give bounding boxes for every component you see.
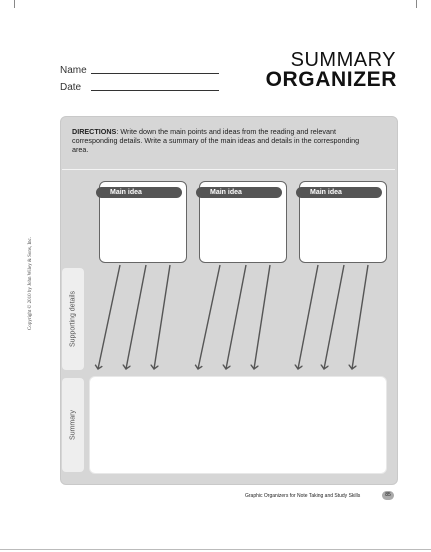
directions-text: : Write down the main points and ideas from the reading and relevant corresponding details. Write a summary of the main ideas and details in the corresponding area. bbox=[72, 127, 360, 154]
directions-label: DIRECTIONS bbox=[72, 127, 117, 136]
supporting-details-label: Supporting details bbox=[69, 290, 77, 348]
footer-book-title: Graphic Organizers for Note Taking and Study Skills bbox=[245, 493, 361, 499]
page-number: 85 bbox=[382, 491, 394, 500]
main-idea-tab-1: Main idea bbox=[96, 187, 182, 198]
arrow-2c bbox=[254, 265, 270, 369]
arrow-1a bbox=[98, 265, 120, 369]
date-label: Date bbox=[60, 82, 82, 93]
title-organizer: ORGANIZER bbox=[265, 68, 397, 91]
arrow-3a bbox=[298, 265, 318, 369]
main-idea-tab-3: Main idea bbox=[296, 187, 382, 198]
arrow-2a bbox=[198, 265, 220, 369]
arrow-1c bbox=[154, 265, 170, 369]
summary-label: Summary bbox=[69, 410, 77, 440]
main-idea-tab-2: Main idea bbox=[196, 187, 282, 198]
arrow-3c bbox=[352, 265, 368, 369]
name-label: Name bbox=[60, 65, 87, 76]
arrow-2b bbox=[226, 265, 246, 369]
arrow-1b bbox=[126, 265, 146, 369]
title-summary: SUMMARY bbox=[290, 49, 396, 71]
arrow-3b bbox=[324, 265, 344, 369]
copyright-notice: Copyright © 2010 by John Wiley & Sons, Inc. bbox=[28, 237, 33, 330]
